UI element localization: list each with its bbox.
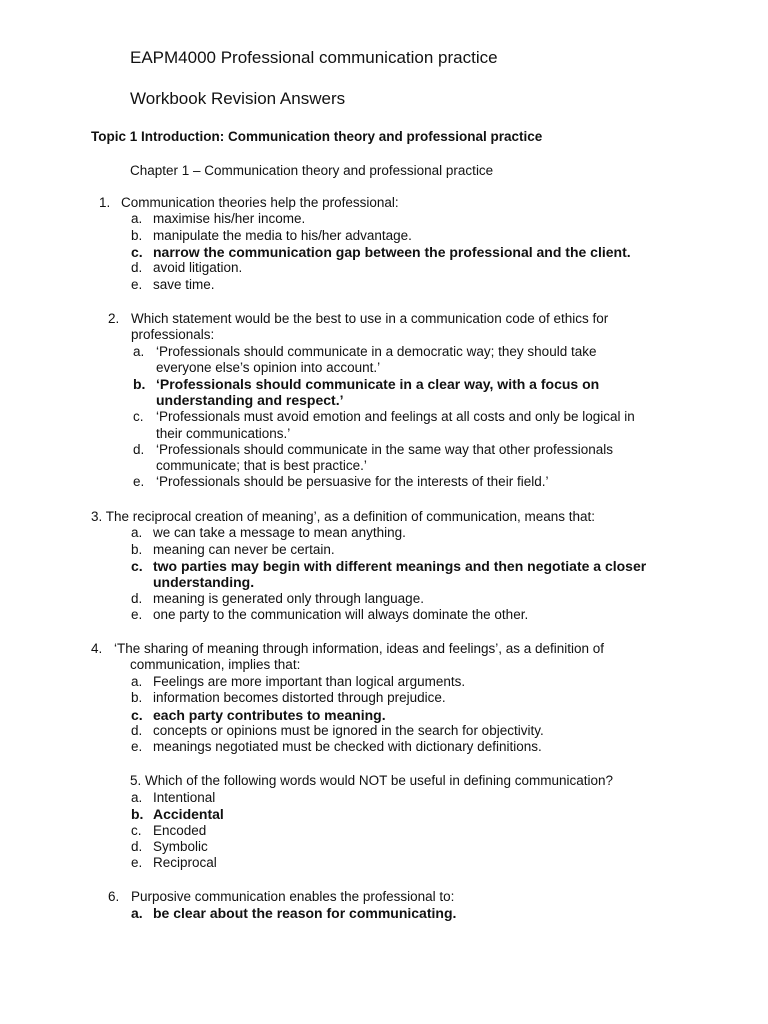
option-label: e. xyxy=(133,474,145,489)
option-text: we can take a message to mean anything. xyxy=(153,525,406,540)
question-stem: Which statement would be the best to use in a communication code of ethics for xyxy=(131,311,609,326)
option-label: d. xyxy=(133,442,145,457)
option-text: ‘Professionals should communicate in the same way that other professionals xyxy=(156,442,613,457)
question-stem: 3. The reciprocal creation of meaning’, as a definition of communication, means that: xyxy=(91,509,596,524)
question-stem-continued: communication, implies that: xyxy=(130,657,301,672)
answer-option-text-continued: understanding. xyxy=(153,574,255,590)
option-text: save time. xyxy=(153,277,215,292)
option-text: ‘Professionals should communicate in a democratic way; they should take xyxy=(156,344,597,359)
answer-option-text: each party contributes to meaning. xyxy=(153,707,386,723)
answer-option-text-continued: understanding and respect.’ xyxy=(156,392,344,408)
option-text: Reciprocal xyxy=(153,855,217,870)
document-title: EAPM4000 Professional communication practice xyxy=(130,48,498,67)
option-text: meaning is generated only through language. xyxy=(153,591,424,606)
answer-option-label: c. xyxy=(131,558,143,574)
option-label: a. xyxy=(131,790,143,805)
answer-option-label: b. xyxy=(131,806,144,822)
answer-option-label: b. xyxy=(133,376,146,392)
option-label: e. xyxy=(131,855,143,870)
answer-option-text: be clear about the reason for communicating. xyxy=(153,905,457,921)
option-text: manipulate the media to his/her advantage. xyxy=(153,228,412,243)
option-text: meaning can never be certain. xyxy=(153,542,335,557)
option-label: e. xyxy=(131,739,143,754)
option-label: c. xyxy=(133,409,144,424)
option-text-continued: everyone else’s opinion into account.’ xyxy=(156,360,381,375)
option-label: c. xyxy=(131,823,142,838)
option-text: maximise his/her income. xyxy=(153,211,306,226)
answer-option-text: two parties may begin with different meanings and then negotiate a closer xyxy=(153,558,647,574)
chapter-heading: Chapter 1 – Communication theory and professional practice xyxy=(130,163,494,178)
option-label: a. xyxy=(133,344,145,359)
option-label: b. xyxy=(131,228,143,243)
option-label: a. xyxy=(131,211,143,226)
option-label: e. xyxy=(131,277,143,292)
option-label: e. xyxy=(131,607,143,622)
option-label: d. xyxy=(131,723,143,738)
answer-option-label: c. xyxy=(131,244,143,260)
answer-option-label: a. xyxy=(131,905,143,921)
option-text: Intentional xyxy=(153,790,216,805)
question-number: 1. xyxy=(99,195,111,210)
option-text-continued: communicate; that is best practice.’ xyxy=(156,458,367,473)
option-text-continued: their communications.’ xyxy=(156,426,291,441)
question-number: 4. xyxy=(91,641,103,656)
option-text: ‘Professionals should be persuasive for the interests of their field.’ xyxy=(156,474,549,489)
option-text: Feelings are more important than logical arguments. xyxy=(153,674,466,689)
option-label: d. xyxy=(131,260,143,275)
option-text: meanings negotiated must be checked with dictionary definitions. xyxy=(153,739,542,754)
topic-heading: Topic 1 Introduction: Communication theory and professional practice xyxy=(91,129,543,144)
option-label: a. xyxy=(131,674,143,689)
option-label: d. xyxy=(131,839,143,854)
question-stem: Purposive communication enables the professional to: xyxy=(131,889,455,904)
option-text: ‘Professionals must avoid emotion and feelings at all costs and only be logical in xyxy=(156,409,635,424)
option-label: b. xyxy=(131,542,143,557)
option-text: concepts or opinions must be ignored in the search for objectivity. xyxy=(153,723,544,738)
question-stem: 5. Which of the following words would NOT be useful in defining communication? xyxy=(130,773,614,788)
option-text: avoid litigation. xyxy=(153,260,243,275)
option-text: one party to the communication will always dominate the other. xyxy=(153,607,529,622)
option-text: information becomes distorted through prejudice. xyxy=(153,690,446,705)
question-stem: ‘The sharing of meaning through information, ideas and feelings’, as a definition of xyxy=(114,641,605,656)
question-stem: Communication theories help the professional: xyxy=(121,195,399,210)
option-label: b. xyxy=(131,690,143,705)
option-text: Encoded xyxy=(153,823,207,838)
question-number: 2. xyxy=(108,311,120,326)
answer-option-label: c. xyxy=(131,707,143,723)
option-label: d. xyxy=(131,591,143,606)
question-stem-continued: professionals: xyxy=(131,327,215,342)
answer-option-text: Accidental xyxy=(153,806,224,822)
question-number: 6. xyxy=(108,889,120,904)
answer-option-text: ‘Professionals should communicate in a clear way, with a focus on xyxy=(156,376,600,392)
option-text: Symbolic xyxy=(153,839,208,854)
option-label: a. xyxy=(131,525,143,540)
document-subtitle: Workbook Revision Answers xyxy=(130,89,346,108)
answer-option-text: narrow the communication gap between the professional and the client. xyxy=(153,244,631,260)
